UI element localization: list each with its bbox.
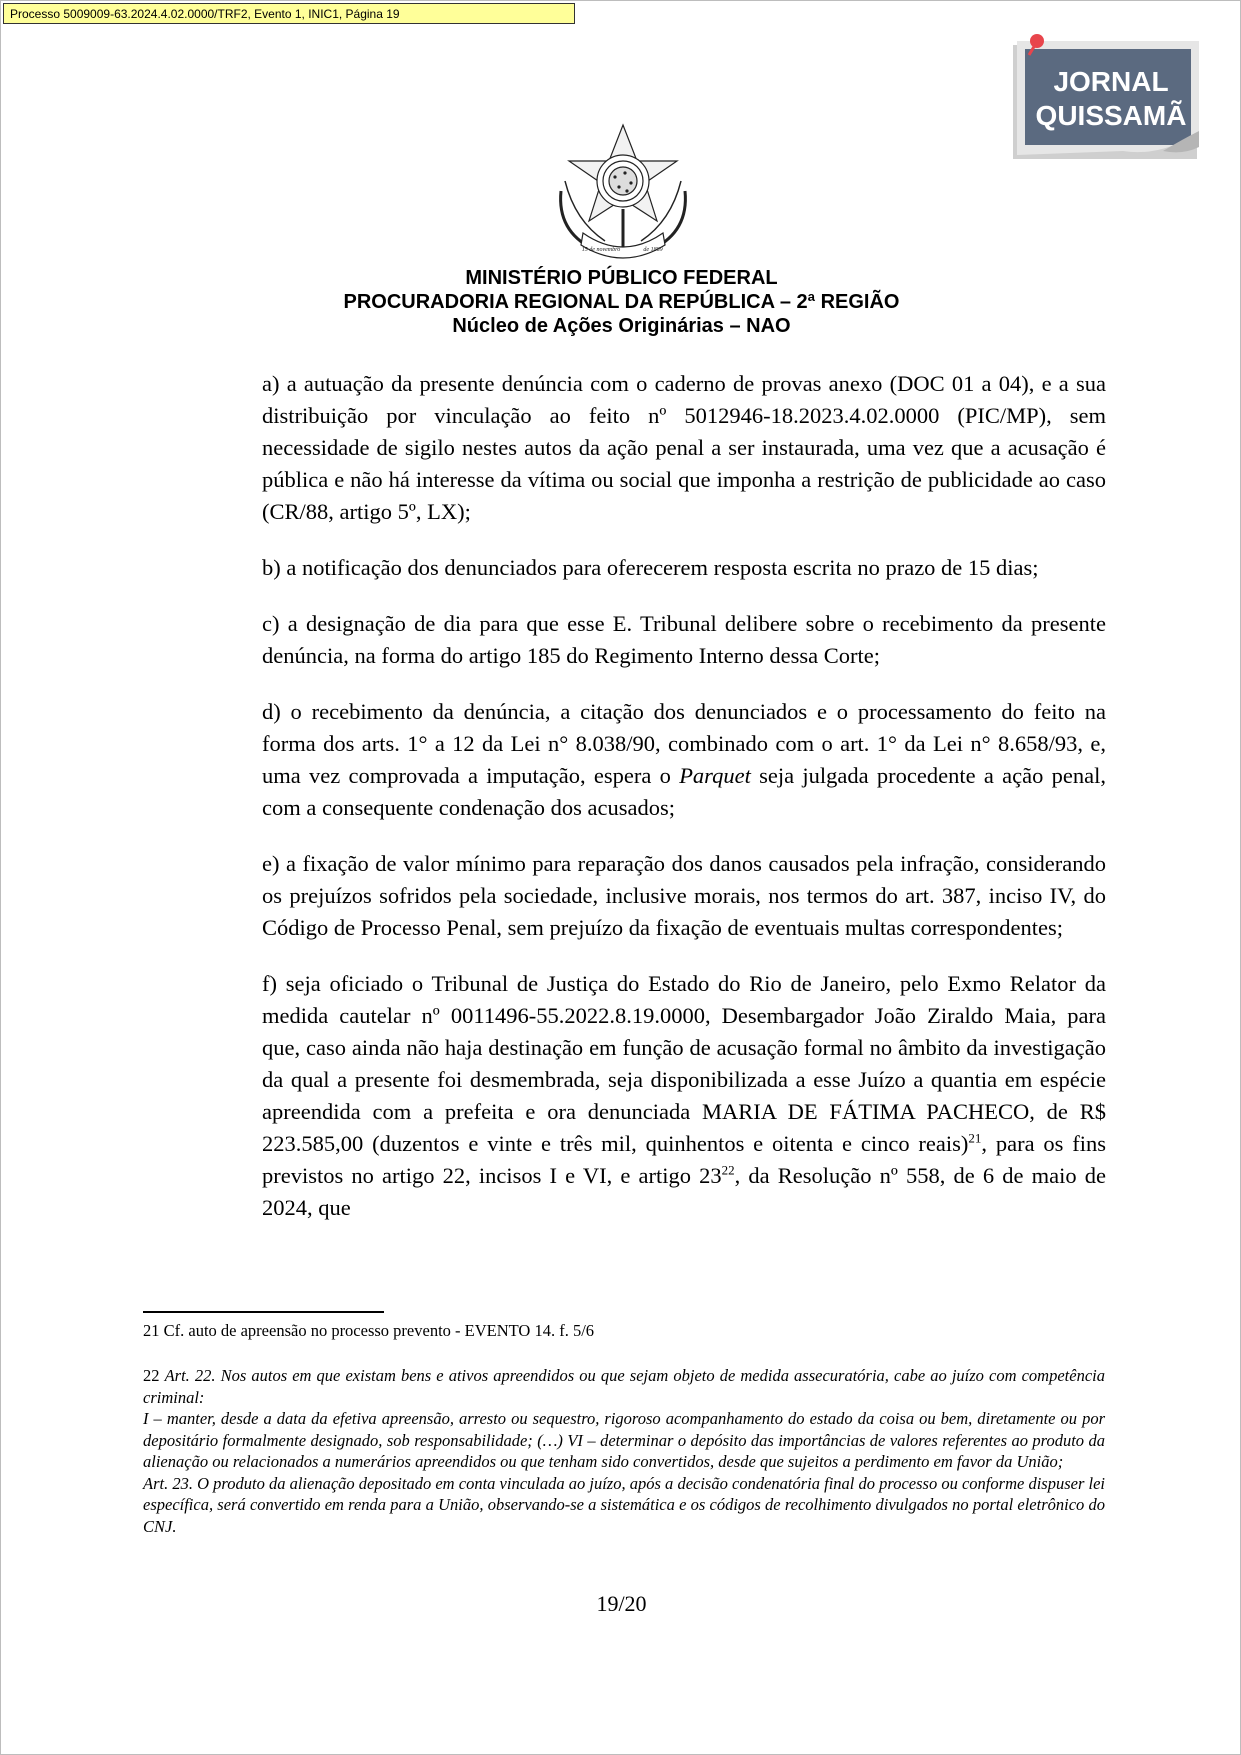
footnote-separator [143,1311,384,1313]
paragraph-f [262,968,1106,1224]
crest-date-left: 15 de novembro [581,247,621,253]
jornal-quissama-logo [1013,31,1203,161]
paragraph-e: e) a fixação de valor mínimo para reparação dos danos causados pela infração, considerando os prejuízos sofridos pela sociedade, inclusive morais, nos termos do art. 387, inciso IV, do Código de Processo Penal, sem prejuízo da fixação de eventuais multas correspondentes; [262,851,1106,940]
paragraph-d-text2: seja julgada procedente a ação penal, com a consequente condenação dos acusados; [262,763,1106,820]
footnote-ref-22[interactable]: 22 [721,1162,735,1178]
header-nucleo: Núcleo de Ações Originárias – NAO [452,315,791,337]
footnote-21: 21 Cf. auto de apreensão no processo prevento - EVENTO 14. f. 5/6 [143,1321,595,1340]
logo-line2: QUISSAMÃ [1035,100,1187,131]
process-stamp: Processo 5009009-63.2024.4.02.0000/TRF2, Evento 1, INIC1, Página 19 [3,3,575,24]
paragraph-c: c) a designação de dia para que esse E. Tribunal delibere sobre o recebimento da presente denúncia, na forma do artigo 185 do Regimento Interno dessa Corte; [262,611,1106,668]
footnote-22 [143,1365,1105,1537]
document-body [262,368,1106,1248]
page-number: 19/20 [596,1591,647,1616]
footnote-22-line2: I – manter, desde a data da efetiva apreensão, arresto ou sequestro, rigoroso acompanhamento do estado da coisa ou bem, diretamente ou por depositário formalmente designado, sob responsabilidade; (…) VI – determinar o depósito das importâncias de valores referentes ao produto da alienação ou relacionados a numerários apreendidos ou que tenham sido convertidos, desde que sujeitos a perdimento em favor da União; [143,1409,1105,1471]
footnote-22-art22: Art. 22. Nos autos em que existam bens e ativos apreendidos ou que sejam objeto de medida assecuratória, cabe ao juízo com competência criminal: [143,1366,1105,1407]
paragraph-b: b) a notificação dos denunciados para oferecerem resposta escrita no prazo de 15 dias; [262,555,1039,580]
footnote-ref-21[interactable]: 21 [968,1130,982,1146]
paragraph-f-text2: , para os fins previstos no artigo 22, incisos I e VI, e artigo 23 [262,1131,1106,1188]
paragraph-f-text1: f) seja oficiado o Tribunal de Justiça do Estado do Rio de Janeiro, pelo Exmo Relator da medida cautelar nº 0011496-55.2022.8.19.0000, Desembargador João Ziraldo Maia, para que, caso ainda não haja destinação em função de acusação formal no âmbito da investigação da qual a presente foi desmembrada, seja disponibilizada a esse Juízo a quantia em espécie apreendida com a prefeita e ora denunciada MARIA DE FÁTIMA PACHECO, de R$ 223.585,00 (duzentos e vinte e três mil, quinhentos e oitenta e cinco reais) [262,971,1106,1156]
footnote-22-number: 22 [143,1366,165,1385]
paragraph-f-text3: , da Resolução nº 558, de 6 de maio de 2024, que [262,1163,1106,1220]
paragraph-a: a) a autuação da presente denúncia com o caderno de provas anexo (DOC 01 a 04), e a sua distribuição por vinculação ao feito nº 5012946-18.2023.4.02.0000 (PIC/MP), sem necessidade de sigilo nestes autos da ação penal a ser instaurada, uma vez que a acusação é pública e não há interesse da vítima ou social que imponha a restrição de publicidade ao caso (CR/88, artigo 5º, LX); [262,371,1106,524]
header-ministry: MINISTÉRIO PÚBLICO FEDERAL [465,267,778,289]
paragraph-d-italic: Parquet [679,763,751,788]
logo-line1: JORNAL [1053,66,1169,97]
paragraph-d-text1: d) o recebimento da denúncia, a citação dos denunciados e o processamento do feito na forma dos arts. 1° a 12 da Lei n° 8.038/90, combinado com o art. 1° da Lei n° 8.658/93, e, uma vez comprovada a imputação, espera o [262,699,1106,788]
brazil-coat-of-arms [553,121,693,266]
crest-date-right: de 1889 [643,247,663,253]
footnote-22-line1 [143,1365,1105,1408]
paragraph-d [262,696,1106,824]
header-procuradoria: PROCURADORIA REGIONAL DA REPÚBLICA – 2ª REGIÃO [343,291,900,313]
footnote-22-line3: Art. 23. O produto da alienação depositado em conta vinculada ao juízo, após a decisão condenatória final do processo ou conforme dispuser lei específica, será convertido em renda para a União, observando-se a sistemática e os códigos de recolhimento divulgados no portal eletrônico do CNJ. [143,1473,1105,1536]
